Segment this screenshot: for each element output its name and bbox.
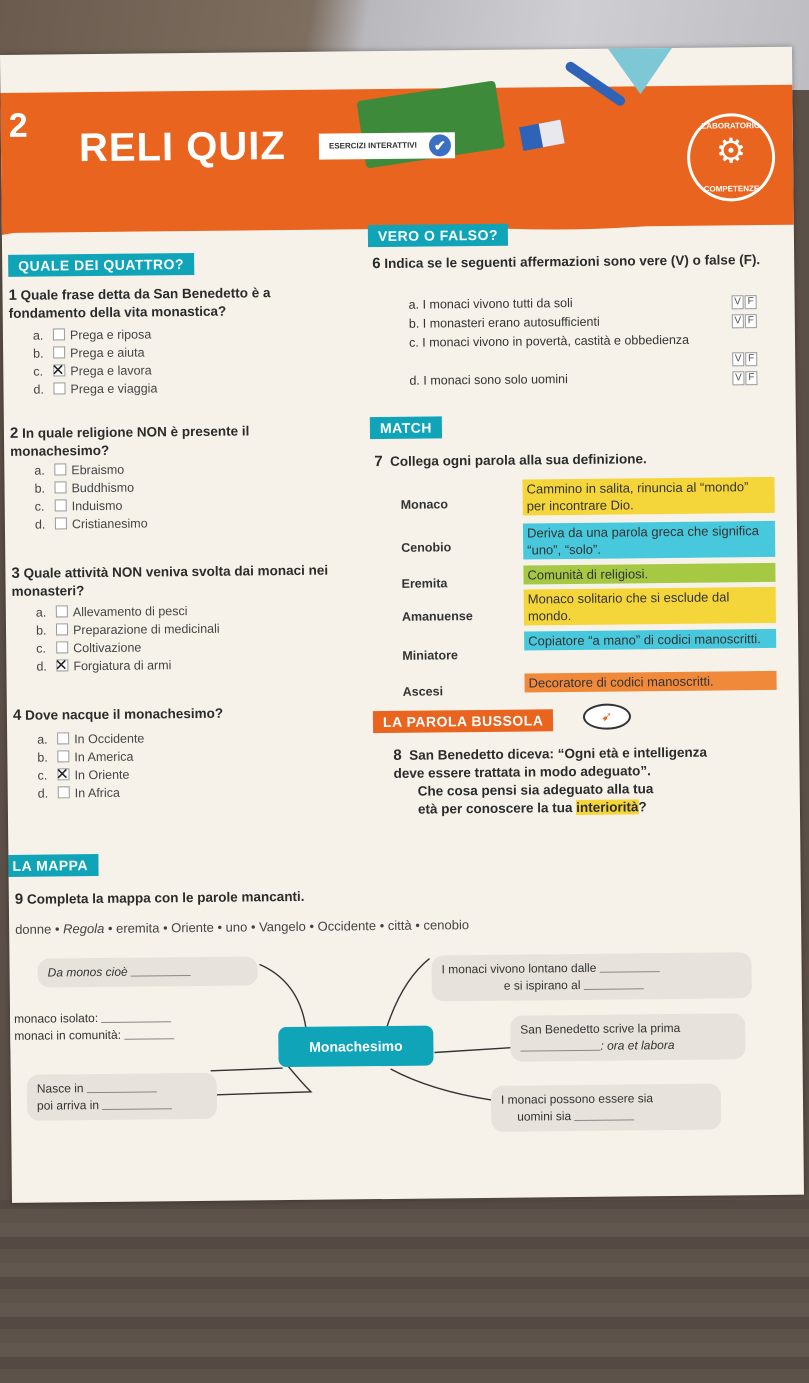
option-text: Allevamento di pesci bbox=[72, 604, 188, 620]
option-letter: a. bbox=[34, 463, 45, 478]
v-box[interactable]: V bbox=[732, 314, 744, 328]
question-3 bbox=[11, 562, 331, 601]
option-letter: b. bbox=[33, 346, 44, 361]
f-box[interactable]: F bbox=[745, 371, 757, 385]
badge-bottom-label: COMPETENZE bbox=[703, 184, 760, 194]
question-number: 9 bbox=[14, 890, 24, 908]
interactive-exercises-link[interactable] bbox=[319, 132, 455, 159]
option-letter: c. bbox=[36, 641, 47, 656]
checkbox[interactable] bbox=[56, 641, 68, 653]
v-box[interactable]: V bbox=[732, 352, 744, 366]
option-letter: b. bbox=[37, 750, 48, 765]
option-text: In Occidente bbox=[74, 731, 145, 747]
blank-field[interactable] bbox=[124, 1038, 174, 1040]
map-node-nasce bbox=[27, 1073, 217, 1121]
v-box[interactable]: V bbox=[732, 295, 744, 309]
center-node: Monachesimo bbox=[278, 1026, 433, 1068]
option-4d[interactable] bbox=[38, 785, 120, 803]
statement-letter: d. bbox=[409, 373, 420, 388]
blank-field[interactable] bbox=[520, 1050, 600, 1052]
node-text: e si ispirano al bbox=[503, 977, 581, 993]
option-letter: b. bbox=[35, 623, 47, 638]
statement-letter: a. bbox=[408, 297, 420, 312]
option-3c[interactable] bbox=[36, 640, 141, 658]
option-letter: d. bbox=[36, 659, 47, 674]
option-text: Induismo bbox=[71, 498, 123, 514]
match-definition[interactable]: Cammino in salita, rinuncia al “mondo” per incontrare Dio. bbox=[522, 477, 774, 516]
option-letter: d. bbox=[34, 517, 46, 532]
option-text: Forgiatura di armi bbox=[73, 658, 172, 674]
section-header-match: MATCH bbox=[370, 416, 442, 439]
question-number: 2 bbox=[9, 424, 19, 442]
option-letter: a. bbox=[35, 605, 47, 620]
map-node-isolato bbox=[4, 1003, 229, 1051]
question-number: 3 bbox=[11, 564, 20, 582]
match-definition[interactable]: Monaco solitario che si esclude dal mondo. bbox=[524, 587, 776, 626]
compass-icon: ➹ bbox=[583, 703, 631, 730]
statement-text: I monasteri erano autosufficienti bbox=[422, 314, 600, 331]
question-mark: ? bbox=[638, 799, 647, 815]
question-number: 4 bbox=[12, 706, 22, 724]
f-box[interactable]: F bbox=[745, 352, 757, 366]
option-text: Cristianesimo bbox=[71, 516, 148, 532]
match-term[interactable]: Monaco bbox=[400, 497, 449, 512]
section-header-vero-falso: VERO O FALSO? bbox=[368, 224, 508, 247]
statement-text: I monaci sono solo uomini bbox=[423, 372, 568, 388]
statement-b bbox=[409, 313, 709, 333]
checkbox[interactable] bbox=[55, 499, 67, 511]
option-4c[interactable] bbox=[37, 767, 129, 785]
option-letter: c. bbox=[34, 499, 45, 514]
badge-top-label: LABORATORIO bbox=[701, 121, 761, 131]
node-text: Nasce in bbox=[36, 1081, 84, 1096]
page-title: RELI QUIZ bbox=[78, 124, 286, 171]
section-header-quale: QUALE DEI QUATTRO? bbox=[8, 253, 194, 277]
question-number: 1 bbox=[8, 286, 17, 304]
question-text: Indica se le seguenti affermazioni sono vere (V) o false (F). bbox=[384, 252, 761, 271]
question-2 bbox=[10, 422, 330, 461]
checkbox[interactable] bbox=[58, 786, 70, 798]
blank-field[interactable] bbox=[600, 971, 660, 973]
option-2b[interactable] bbox=[34, 480, 134, 498]
wood-table bbox=[0, 1200, 809, 1383]
checkbox[interactable] bbox=[56, 623, 68, 635]
check-icon: ✔ bbox=[429, 134, 451, 156]
match-term[interactable]: Ascesi bbox=[402, 684, 444, 699]
question-number: 7 bbox=[374, 453, 383, 471]
question-4 bbox=[13, 704, 333, 725]
option-3a[interactable] bbox=[36, 603, 188, 622]
match-definition[interactable]: Decoratore di codici manoscritti. bbox=[525, 671, 777, 693]
option-text: Buddhismo bbox=[71, 480, 135, 496]
option-letter: c. bbox=[33, 364, 44, 379]
blank-field[interactable] bbox=[584, 988, 644, 990]
word-bank bbox=[15, 916, 469, 938]
checkbox[interactable] bbox=[57, 750, 69, 762]
option-text: Prega e lavora bbox=[70, 363, 152, 379]
section-header-bussola: LA PAROLA BUSSOLA bbox=[373, 709, 554, 733]
node-text: : ora et labora bbox=[600, 1037, 675, 1053]
option-1d[interactable] bbox=[33, 380, 157, 398]
option-2c[interactable] bbox=[35, 498, 123, 516]
checkbox[interactable] bbox=[56, 605, 68, 617]
node-text: I monaci possono essere sia bbox=[500, 1091, 654, 1107]
unit-number: 2 bbox=[8, 106, 28, 145]
option-1c[interactable] bbox=[33, 362, 151, 380]
option-letter: a. bbox=[37, 732, 48, 747]
map-node-lontano bbox=[431, 952, 751, 1001]
checkbox[interactable] bbox=[54, 463, 66, 475]
textbook-page bbox=[0, 47, 804, 1203]
option-text: Prega e aiuta bbox=[70, 345, 145, 361]
match-term[interactable]: Miniatore bbox=[402, 648, 458, 663]
match-definition[interactable]: Copiatore “a mano” di codici manoscritti. bbox=[524, 629, 776, 651]
question-text: Collega ogni parola alla sua definizione. bbox=[390, 451, 647, 469]
option-1a[interactable] bbox=[33, 326, 151, 344]
word-bank-text: donne • bbox=[15, 921, 64, 937]
statement-d bbox=[409, 370, 709, 390]
question-6 bbox=[372, 251, 772, 273]
statement-letter: b. bbox=[408, 316, 420, 331]
option-text: Prega e viaggia bbox=[70, 381, 158, 397]
option-letter: a. bbox=[32, 328, 44, 343]
triangle-decoration bbox=[608, 48, 672, 95]
f-box[interactable]: F bbox=[745, 295, 757, 309]
vf-boxes-d[interactable] bbox=[731, 371, 757, 385]
option-text: Coltivazione bbox=[73, 640, 142, 656]
bussola-quote: San Benedetto diceva: “Ogni età e intelligenza deve essere trattata in modo adeguato”. bbox=[393, 744, 708, 781]
option-3d[interactable] bbox=[36, 657, 171, 675]
node-text: Da monos cioè bbox=[47, 964, 128, 980]
checkbox[interactable] bbox=[53, 346, 65, 358]
checkbox[interactable] bbox=[53, 328, 65, 340]
laboratorio-badge bbox=[687, 113, 776, 202]
question-text: Che cosa pensi sia adeguato alla tua età per conoscere la tua bbox=[417, 781, 654, 817]
question-8 bbox=[393, 744, 714, 819]
map-node-uomini bbox=[491, 1084, 721, 1132]
word-bank-text: • eremita • Oriente • uno • Vangelo • Occidente • città • cenobio bbox=[104, 917, 470, 936]
blank-field[interactable] bbox=[102, 1021, 172, 1023]
question-number: 8 bbox=[393, 746, 402, 764]
option-letter: d. bbox=[33, 382, 45, 397]
vf-boxes-c[interactable] bbox=[731, 352, 757, 366]
question-text: Completa la mappa con le parole mancanti. bbox=[26, 888, 305, 907]
checkbox-checked[interactable] bbox=[57, 768, 69, 780]
blank-field[interactable] bbox=[87, 1091, 157, 1093]
node-text: monaci in comunità: bbox=[14, 1027, 122, 1043]
checkbox[interactable] bbox=[54, 481, 66, 493]
option-text: In Oriente bbox=[74, 767, 130, 783]
question-text: Quale attività NON veniva svolta dai monaci nei monasteri? bbox=[11, 562, 329, 599]
blank-field[interactable] bbox=[131, 975, 191, 977]
v-box[interactable]: V bbox=[732, 371, 744, 385]
option-text: In America bbox=[74, 749, 134, 765]
node-text: poi arriva in bbox=[36, 1098, 100, 1113]
option-2a[interactable] bbox=[34, 462, 124, 480]
match-definition[interactable]: Deriva da una parola greca che significa “uno”, “solo”. bbox=[523, 521, 775, 560]
word-bank-italic: Regola bbox=[63, 920, 105, 937]
checkbox-checked[interactable] bbox=[56, 659, 68, 671]
f-box[interactable]: F bbox=[745, 314, 757, 328]
question-1 bbox=[8, 283, 338, 322]
option-1b[interactable] bbox=[33, 345, 145, 363]
option-text: Ebraismo bbox=[71, 462, 125, 478]
option-text: Preparazione di medicinali bbox=[72, 621, 220, 638]
option-4a[interactable] bbox=[37, 731, 144, 749]
statement-c bbox=[409, 331, 724, 351]
option-2d[interactable] bbox=[35, 515, 148, 533]
statement-a bbox=[409, 294, 709, 314]
match-term[interactable]: Cenobio bbox=[401, 540, 452, 555]
section-header-mappa: LA MAPPA bbox=[0, 854, 98, 877]
highlighted-word: interiorità bbox=[576, 799, 639, 816]
vf-boxes-b[interactable] bbox=[731, 314, 757, 328]
question-text: Quale frase detta da San Benedetto è a fondamento della vita monastica? bbox=[8, 285, 271, 321]
option-letter: b. bbox=[34, 481, 46, 496]
question-9 bbox=[15, 886, 515, 909]
checkbox[interactable] bbox=[53, 382, 65, 394]
vf-boxes-a[interactable] bbox=[731, 295, 757, 309]
question-text: In quale religione NON è presente il monachesimo? bbox=[10, 423, 250, 459]
match-term[interactable]: Eremita bbox=[401, 576, 448, 591]
match-definition[interactable]: Comunità di religiosi. bbox=[523, 563, 775, 585]
statement-text: I monaci vivono tutti da soli bbox=[422, 296, 573, 312]
checkbox-checked[interactable] bbox=[53, 364, 65, 376]
option-letter: c. bbox=[37, 768, 48, 783]
option-3b[interactable] bbox=[36, 621, 220, 640]
map-node-monos bbox=[37, 956, 257, 987]
esercizi-label: ESERCIZI INTERATTIVI bbox=[328, 140, 417, 151]
statement-letter: c. bbox=[408, 335, 419, 350]
option-4b[interactable] bbox=[37, 749, 133, 767]
option-text: Prega e riposa bbox=[69, 327, 152, 343]
map-node-benedetto bbox=[510, 1013, 745, 1061]
match-term[interactable]: Amanuense bbox=[401, 609, 473, 624]
option-letter: d. bbox=[37, 786, 49, 801]
gear-icon: ⚙ bbox=[715, 132, 747, 171]
question-7 bbox=[374, 449, 774, 471]
node-text: San Benedetto scrive la prima bbox=[520, 1020, 681, 1037]
checkbox[interactable] bbox=[57, 732, 69, 744]
question-text: Dove nacque il monachesimo? bbox=[24, 705, 224, 723]
statement-text: I monaci vivono in povertà, castità e obbedienza bbox=[422, 332, 690, 350]
node-text: uomini sia bbox=[517, 1109, 572, 1124]
question-number: 6 bbox=[372, 255, 381, 273]
option-text: In Africa bbox=[74, 785, 120, 801]
node-text: monaco isolato: bbox=[14, 1011, 99, 1026]
bussola-question bbox=[418, 780, 658, 819]
node-text: I monaci vivono lontano dalle bbox=[441, 960, 597, 977]
checkbox[interactable] bbox=[55, 517, 67, 529]
blank-field[interactable] bbox=[102, 1108, 172, 1110]
blank-field[interactable] bbox=[575, 1119, 635, 1121]
